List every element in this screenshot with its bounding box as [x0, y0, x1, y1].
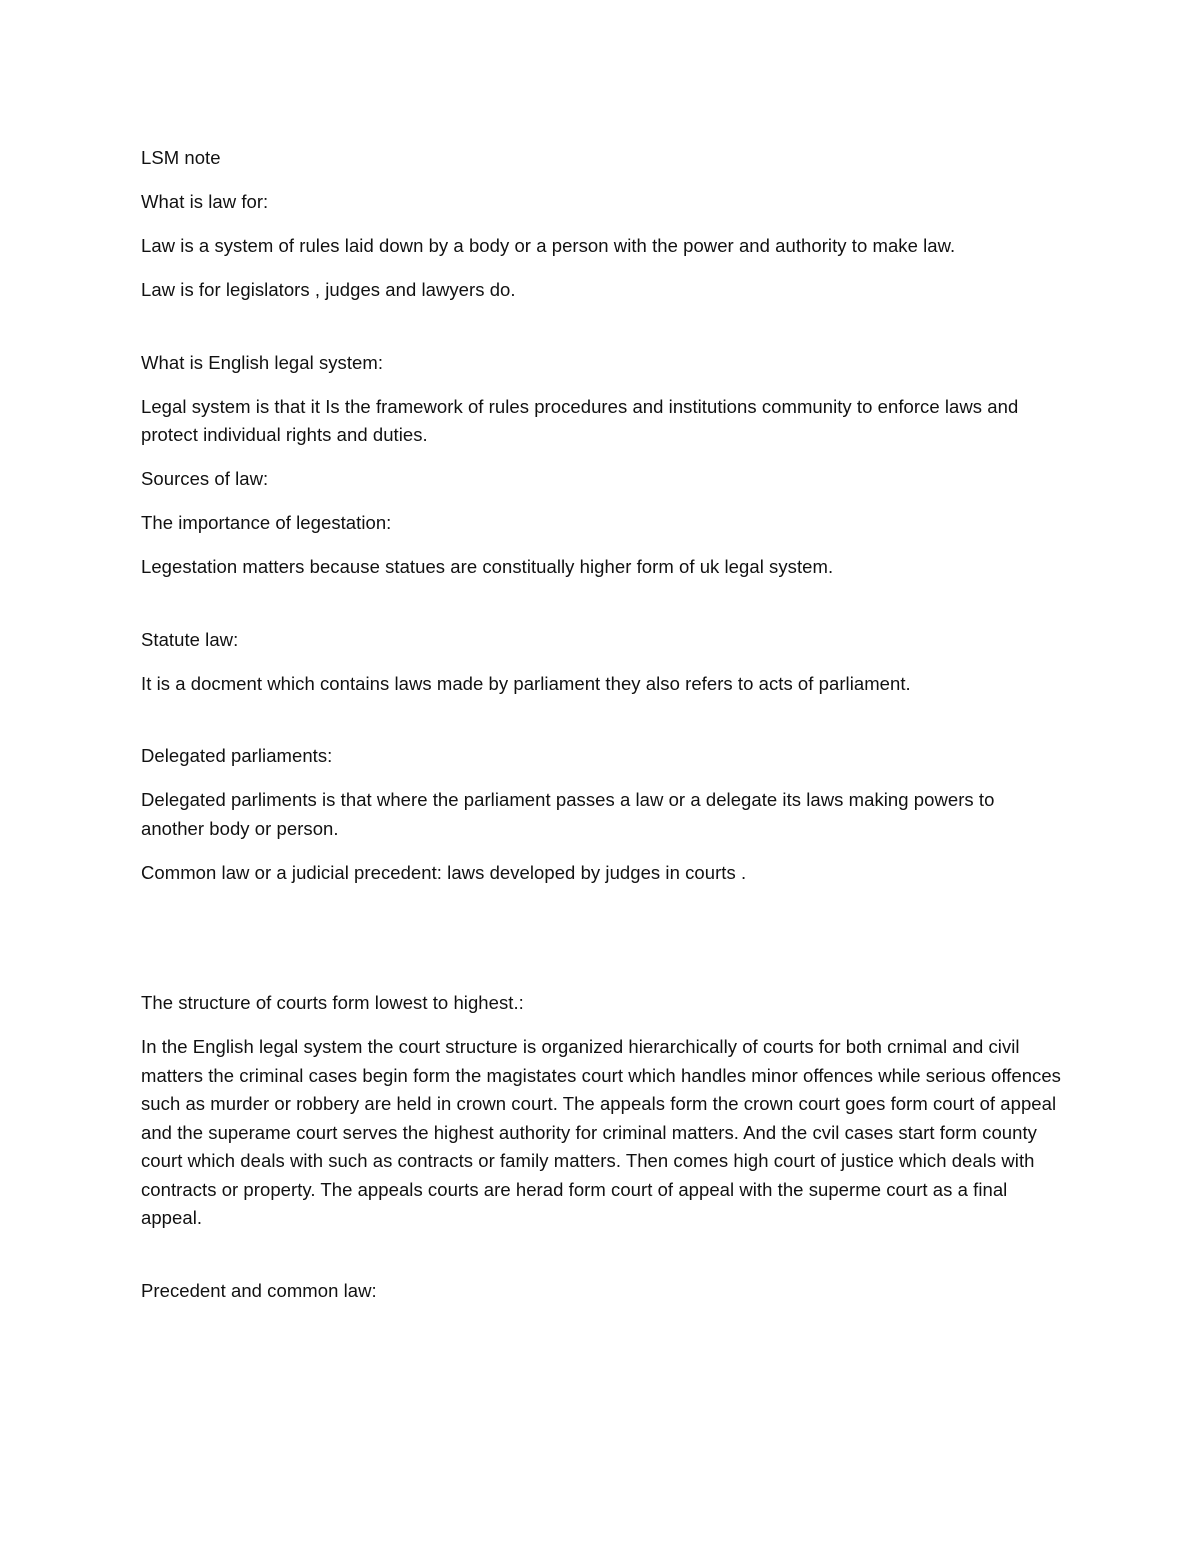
heading-sources-of-law: Sources of law:: [141, 468, 269, 489]
heading-delegated-parliaments: Delegated parliaments:: [141, 745, 333, 766]
paragraph-law-is-for: Law is for legislators , judges and lawyers do.: [141, 279, 516, 300]
document-title: LSM note: [141, 147, 221, 168]
paragraph-legal-system-definition: Legal system is that it Is the framework of rules procedures and institutions community to enforce laws and protect individual rights and duties.: [141, 395, 1019, 445]
heading-court-structure: The structure of courts form lowest to highest.:: [141, 992, 524, 1013]
heading-precedent-common-law: Precedent and common law:: [141, 1279, 377, 1301]
paragraph-law-definition: Law is a system of rules laid down by a body or a person with the power and authority to make law.: [141, 235, 956, 256]
document-body: [141, 144, 1061, 1321]
paragraph-common-law: Common law or a judicial precedent: laws developed by judges in courts .: [141, 861, 747, 883]
heading-english-legal-system: What is English legal system:: [141, 351, 384, 373]
heading-what-is-law-for: What is law for:: [141, 191, 269, 212]
heading-statute-law: Statute law:: [141, 628, 239, 650]
paragraph-statute-law: It is a docment which contains laws made by parliament they also refers to acts of parliament.: [141, 672, 911, 694]
paragraph-legislation-matters: Legestation matters because statues are constitually higher form of uk legal system.: [141, 556, 834, 577]
paragraph-delegated-parliaments: Delegated parliments is that where the parliament passes a law or a delegate its laws making powers to another body or person.: [141, 789, 995, 839]
heading-importance-of-legislation: The importance of legestation:: [141, 512, 392, 533]
paragraph-court-structure: In the English legal system the court structure is organized hierarchically of courts for both crnimal and civil matters the criminal cases begin form the magistates court which handles minor offences while serious offences such as murder or robbery are held in crown court. The appeals form the crown court goes form court of appeal and the superame court serves the highest authority for criminal matters. And the cvil cases start form county court which deals with such as contracts or family matters. Then comes high court of justice which deals with contracts or property. The appeals courts are herad form court of appeal with the superme court as a final appeal.: [141, 1036, 1061, 1228]
